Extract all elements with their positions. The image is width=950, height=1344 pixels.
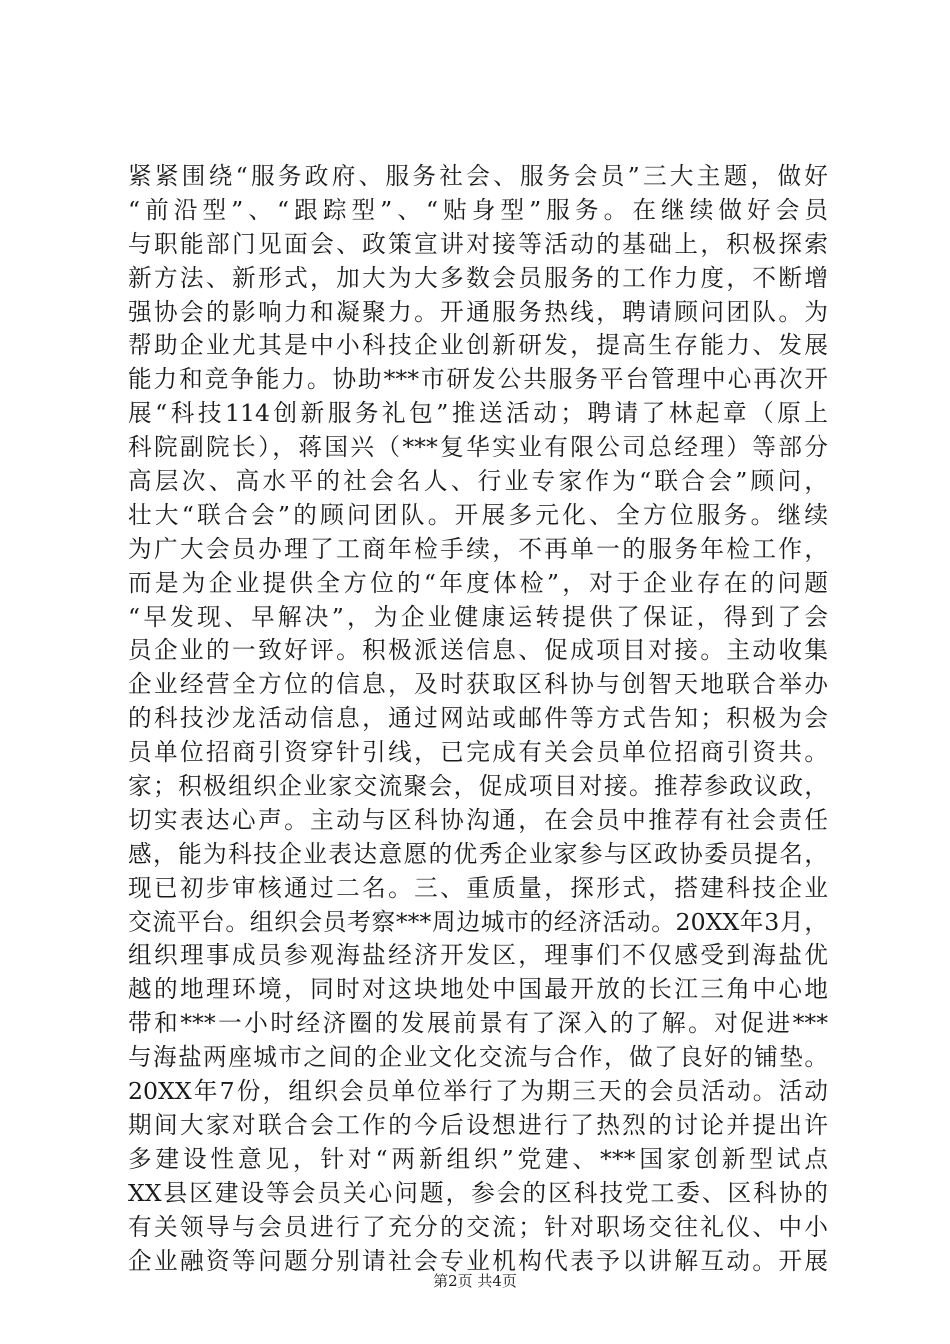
text-line: 家；积极组织企业家交流聚会，促成项目对接。推荐参政议政， bbox=[128, 772, 828, 801]
text-line: 为广大会员办理了工商年检手续，不再单一的服务年检工作， bbox=[128, 534, 828, 563]
text-line: 展“科技114创新服务礼包”推送活动；聘请了林起章（原上 bbox=[128, 399, 828, 428]
text-line: XX县区建设等会员关心问题，参会的区科技党工委、区科协的 bbox=[128, 1178, 828, 1207]
text-line: 20XX年7份，组织会员单位举行了为期三天的会员活动。活动 bbox=[128, 1077, 828, 1106]
text-line: 多建设性意见，针对“两新组织”党建、***国家创新型试点 bbox=[128, 1144, 828, 1173]
page-number-label: 第2页 共4页 bbox=[433, 1272, 517, 1290]
text-line: 新方法、新形式，加大为大多数会员服务的工作力度，不断增 bbox=[128, 263, 828, 292]
text-line: 帮助企业尤其是中小科技企业创新研发，提高生存能力、发展 bbox=[128, 331, 828, 360]
text-line: 高层次、高水平的社会名人、行业专家作为“联合会”顾问， bbox=[128, 467, 828, 496]
text-line: 带和***一小时经济圈的发展前景有了深入的了解。对促进*** bbox=[128, 1009, 828, 1038]
text-line: 能力和竞争能力。协助***市研发公共服务平台管理中心再次开 bbox=[128, 365, 828, 394]
text-line: “早发现、早解决”，为企业健康运转提供了保证，得到了会 bbox=[128, 602, 828, 631]
text-line: 切实表达心声。主动与区科协沟通，在会员中推荐有社会责任 bbox=[128, 805, 828, 834]
text-line: 企业融资等问题分别请社会专业机构代表予以讲解互动。开展 bbox=[128, 1246, 828, 1275]
text-line: 交流平台。组织会员考察***周边城市的经济活动。20XX年3月， bbox=[128, 907, 828, 936]
text-line: 与职能部门见面会、政策宣讲对接等活动的基础上，积极探索 bbox=[128, 229, 828, 258]
text-line: 员企业的一致好评。积极派送信息、促成项目对接。主动收集 bbox=[128, 636, 828, 665]
text-line: 与海盐两座城市之间的企业文化交流与合作，做了良好的铺垫。 bbox=[128, 1043, 828, 1072]
text-line: 强协会的影响力和凝聚力。开通服务热线，聘请顾问团队。为 bbox=[128, 297, 828, 326]
text-line: 现已初步审核通过二名。三、重质量，探形式，搭建科技企业 bbox=[128, 873, 828, 902]
text-line: 组织理事成员参观海盐经济开发区，理事们不仅感受到海盐优 bbox=[128, 941, 828, 970]
text-line: 感，能为科技企业表达意愿的优秀企业家参与区政协委员提名， bbox=[128, 839, 828, 868]
text-line: 越的地理环境，同时对这块地处中国最开放的长江三角中心地 bbox=[128, 975, 828, 1004]
body-paragraph bbox=[128, 160, 828, 1278]
text-line: 企业经营全方位的信息，及时获取区科协与创智天地联合举办 bbox=[128, 670, 828, 699]
text-line: 期间大家对联合会工作的今后设想进行了热烈的讨论并提出许 bbox=[128, 1110, 828, 1139]
text-line: 有关领导与会员进行了充分的交流；针对职场交往礼仪、中小 bbox=[128, 1212, 828, 1241]
text-line: 紧紧围绕“服务政府、服务社会、服务会员”三大主题，做好 bbox=[128, 162, 828, 190]
text-line: 壮大“联合会”的顾问团队。开展多元化、全方位服务。继续 bbox=[128, 500, 828, 529]
text-line: 而是为企业提供全方位的“年度体检”，对于企业存在的问题 bbox=[128, 568, 828, 597]
text-line: 的科技沙龙活动信息，通过网站或邮件等方式告知；积极为会 bbox=[128, 704, 828, 733]
text-line: 员单位招商引资穿针引线，已完成有关会员单位招商引资共。 bbox=[128, 738, 828, 767]
page-footer bbox=[0, 1271, 950, 1291]
text-line: 科院副院长），蒋国兴（***复华实业有限公司总经理）等部分 bbox=[128, 433, 828, 462]
text-line: “前沿型”、“跟踪型”、“贴身型”服务。在继续做好会员 bbox=[128, 195, 828, 224]
